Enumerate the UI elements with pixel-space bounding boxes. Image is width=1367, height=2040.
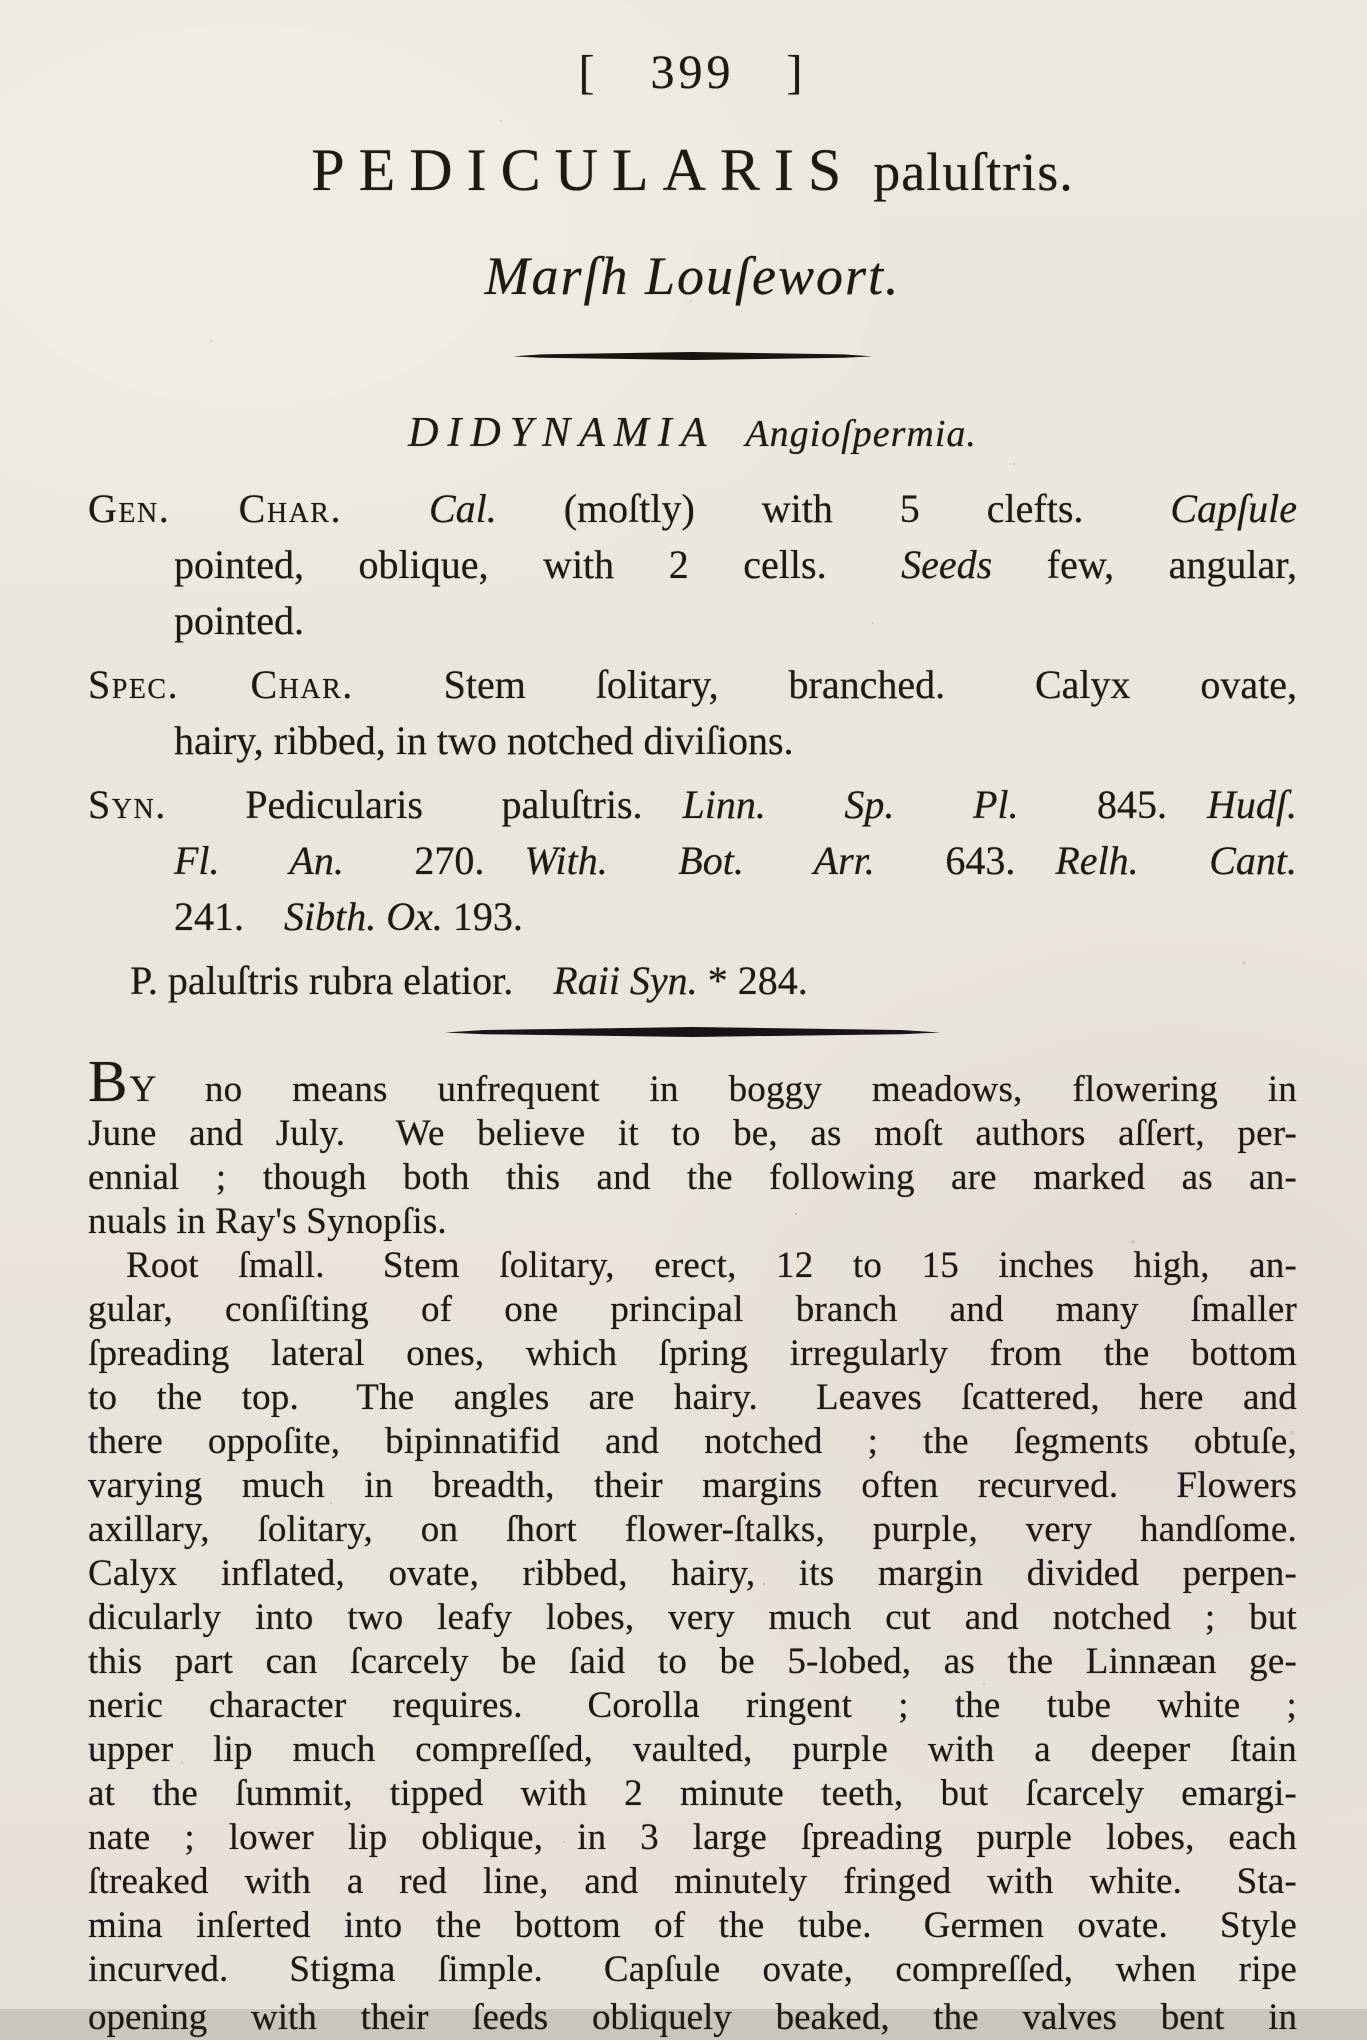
text-line: opening with their ſeeds obliquely beaked, the valves bent in	[88, 1997, 1297, 2038]
common-name-subtitle: Marſh Louſewort.	[484, 246, 901, 306]
linnaean-class: DIDYNAMIA	[408, 410, 716, 456]
text-line: pointed, oblique, with 2 cells. Seeds few, angular,	[174, 542, 1298, 587]
small-caps-label: Syn.	[88, 782, 167, 827]
section-generic-character	[88, 481, 1297, 649]
section-synonyms	[88, 777, 1297, 945]
text-line: incurved. Stigma ſimple. Capſule ovate, compreſſed, when ripe	[88, 1949, 1297, 1990]
classification-line	[88, 406, 1297, 461]
text-line: Spec. Char. Stem ſolitary, branched. Calyx ovate,	[88, 662, 1297, 707]
body-paragraph-intro	[88, 1048, 1297, 1244]
text-line: nuals in Ray's Synopſis.	[88, 1201, 447, 1242]
text-line: there oppoſite, bipinnatifid and notched ; the ſegments obtuſe,	[88, 1421, 1297, 1462]
genus-name: PEDICULARIS	[311, 137, 856, 203]
section-specific-character	[88, 657, 1297, 769]
small-caps-label: Gen. Char.	[88, 486, 342, 531]
text-line: upper lip much compreſſed, vaulted, purple with a deeper ſtain	[88, 1729, 1297, 1770]
text-line: BY no means unfrequent in boggy meadows, flowering in	[88, 1048, 1297, 1114]
species-epithet: paluſtris.	[873, 142, 1074, 202]
section-synonym-raii	[88, 953, 1297, 1009]
text-line: Gen. Char. Cal. (moſtly) with 5 clefts. Capſule	[88, 486, 1298, 531]
text-line: gular, conſiſting of one principal branch and many ſmaller	[88, 1289, 1297, 1330]
text-line: Syn. Pedicularis paluſtris. Linn. Sp. Pl. 845. Hudſ.	[88, 782, 1297, 827]
small-caps-label: Spec. Char.	[88, 662, 354, 707]
text-line: dicularly into two leafy lobes, very much cut and notched ; but	[88, 1597, 1297, 1638]
body-paragraph-description	[88, 1244, 1297, 1992]
text-line: axillary, ſolitary, on ſhort flower-ſtalks, purple, very handſome.	[88, 1509, 1297, 1550]
text-line: ſpreading lateral ones, which ſpring irregularly from the bottom	[88, 1333, 1297, 1374]
text-line: Root ſmall. Stem ſolitary, erect, 12 to 15 inches high, an-	[126, 1245, 1297, 1286]
text-line: to the top. The angles are hairy. Leaves ſcattered, here and	[88, 1377, 1297, 1418]
ornamental-rule-middle	[445, 1027, 941, 1037]
text-line: ennial ; though both this and the following are marked as an-	[88, 1157, 1297, 1198]
text-line: Fl. An. 270. With. Bot. Arr. 643. Relh. Cant.	[174, 838, 1298, 883]
text-line: Calyx inflated, ovate, ribbed, hairy, its margin divided perpen-	[88, 1553, 1297, 1594]
text-line: mina inſerted into the bottom of the tube. Germen ovate. Style	[88, 1905, 1297, 1946]
text-line: neric character requires. Corolla ringent ; the tube white ;	[88, 1685, 1297, 1726]
text-line: ſtreaked with a red line, and minutely fringed with white. Sta-	[88, 1861, 1297, 1902]
drop-cap: B	[88, 1048, 130, 1114]
species-title	[88, 138, 1297, 218]
text-line: nate ; lower lip oblique, in 3 large ſpreading purple lobes, each	[88, 1817, 1297, 1858]
text-line: 241. Sibth. Ox. 193.	[174, 894, 523, 939]
text-line: this part can ſcarcely be ſaid to be 5-lobed, as the Linnæan ge-	[88, 1641, 1297, 1682]
text-line: at the ſummit, tipped with 2 minute teeth, but ſcarcely emargi-	[88, 1773, 1297, 1814]
page-number: [ 399 ]	[578, 46, 807, 99]
ornamental-rule-top	[513, 352, 873, 360]
text-line: hairy, ribbed, in two notched diviſions.	[174, 718, 794, 763]
text-line: June and July. We believe it to be, as moſt authors aſſert, per-	[88, 1113, 1297, 1154]
text-line: varying much in breadth, their margins often recurved. Flowers	[88, 1465, 1297, 1506]
text-line: pointed.	[174, 598, 304, 643]
partial-cut-off-line	[88, 1996, 1297, 2038]
text-line: P. paluſtris rubra elatior. Raii Syn. * 284.	[130, 958, 808, 1003]
linnaean-order: Angioſpermia.	[745, 413, 977, 455]
